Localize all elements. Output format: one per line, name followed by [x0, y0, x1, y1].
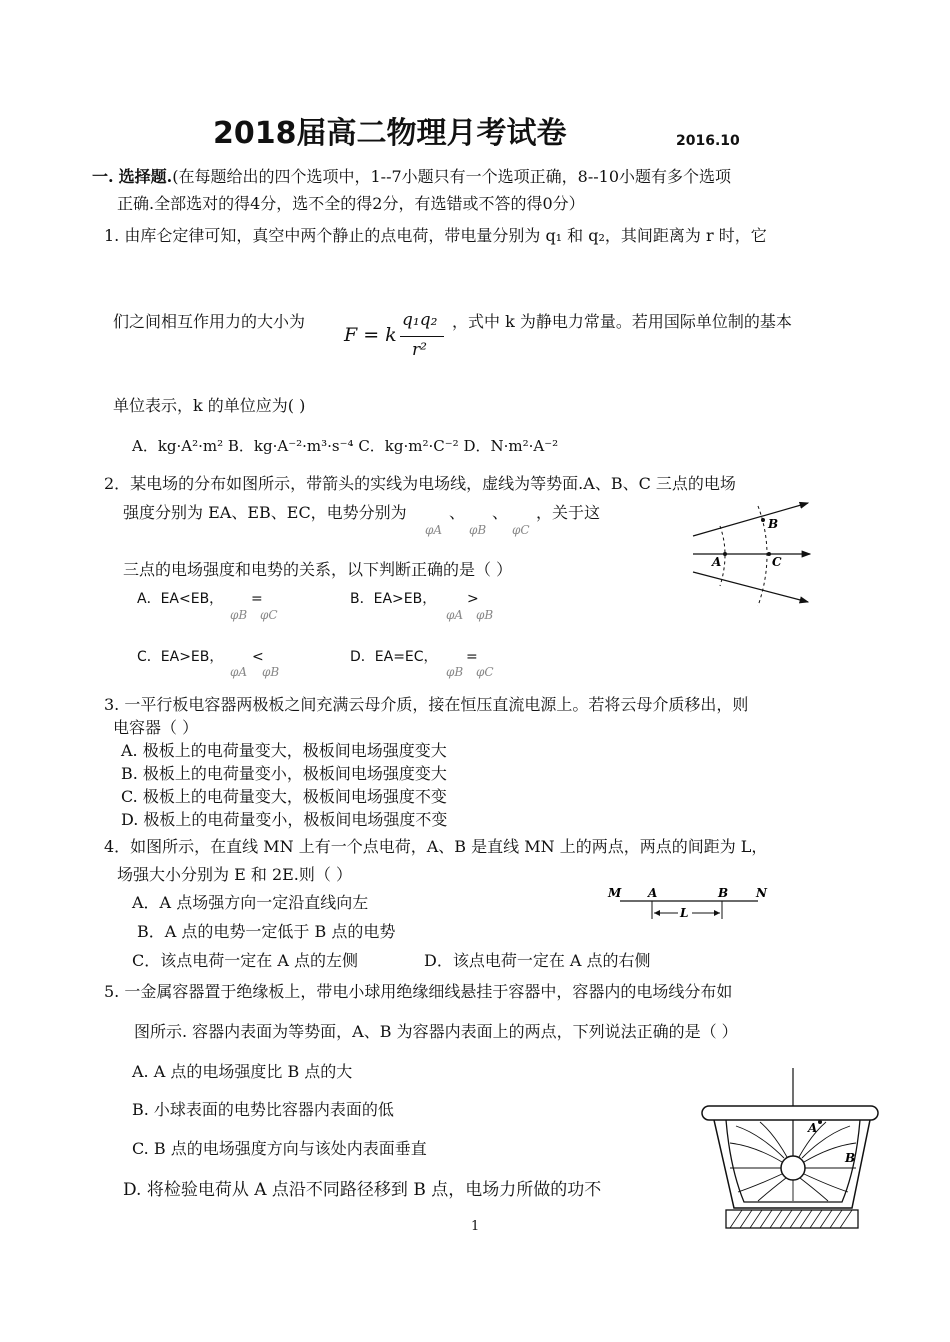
exam-date: 2016.10 [676, 133, 740, 149]
q2-option-a-text: A．EA<EB， [137, 591, 224, 607]
q2-option-b-phi-b: φB [476, 608, 494, 622]
label-m: M [608, 886, 622, 900]
point-b-dot [761, 518, 765, 522]
distance-arrow-right [714, 910, 720, 916]
phi-a: φA [425, 523, 443, 537]
distance-arrow-left [654, 910, 660, 916]
q2-line2-sep2: 、 [492, 503, 509, 522]
section-heading [92, 167, 731, 187]
q2-option-c [137, 647, 223, 667]
label-a: A [648, 886, 658, 900]
metal-container-figure [700, 1068, 880, 1238]
label-c: C [772, 555, 782, 569]
section-name: 选择题. [118, 167, 173, 186]
q3-option-a: A. 极板上的电荷量变大，极板间电场强度变大 [121, 741, 447, 760]
q3-option-b: B. 极板上的电荷量变小，极板间电场强度变大 [121, 764, 447, 783]
q5-line2: 图所示. 容器内表面为等势面，A、B 为容器内表面上的两点，下列说法正确的是（ ） [134, 1022, 738, 1041]
title-text: 2018届高二物理月考试卷 [213, 116, 567, 151]
electric-field-figure [690, 498, 820, 608]
q2-option-d-text: D．EA=EC， [350, 649, 438, 665]
q2-option-a [137, 589, 223, 609]
q2-option-b [350, 589, 436, 609]
field-line-top [693, 503, 808, 536]
q4-option-a: A．A 点场强方向一定沿直线向左 [132, 893, 369, 912]
point-a-dot [723, 552, 727, 556]
point-c-dot [767, 552, 771, 556]
q2-line3: 三点的电场强度和电势的关系，以下判断正确的是（ ） [123, 560, 513, 579]
q2-line2-text: 强度分别为 EA、EB、EC，电势分别为 [123, 503, 407, 522]
q2-line2-sep1: 、 [449, 503, 466, 522]
q1-line2-post: ，式中 k 为静电力常量。若用国际单位制的基本 [452, 312, 792, 331]
label-b: B [768, 517, 779, 531]
q4-option-d: D．该点电荷一定在 A 点的右侧 [424, 951, 651, 970]
point-a-dot [818, 1120, 822, 1124]
page-number: 1 [471, 1219, 480, 1234]
q5-line1: 5. 一金属容器置于绝缘板上，带电小球用绝缘细线悬挂于容器中，容器内的电场线分布如 [104, 982, 733, 1001]
q2-option-a-rel: = [251, 591, 263, 607]
q2-option-d [350, 647, 438, 667]
q2-option-c-phi-a: φA [230, 665, 248, 679]
q2-option-d-rel: = [466, 649, 478, 665]
q1-options: A．kg·A²·m² B．kg·A⁻²·m³·s⁻⁴ C．kg·m²·C⁻² D．N·m²·A⁻² [132, 437, 559, 455]
label-a: A [808, 1121, 818, 1135]
label-b: B [718, 886, 729, 900]
section-instructions-2: 正确.全部选对的得4分，选不全的得2分，有选错或不答的得0分） [117, 194, 585, 213]
q1-line2-pre: 们之间相互作用力的大小为 [113, 312, 306, 331]
formula-numerator: q₁q₂ [402, 310, 438, 330]
q1-line3: 单位表示，k 的单位应为( ) [113, 396, 306, 415]
q3-line1: 3. 一平行板电容器两极板之间充满云母介质，接在恒压直流电源上。若将云母介质移出，则 [104, 695, 749, 714]
q2-option-b-text: B．EA>EB， [350, 591, 437, 607]
section-instructions-1: (在每题给出的四个选项中，1--7小题只有一个选项正确，8--10小题有多个选项 [172, 167, 732, 186]
q2-line2-end: ，关于这 [536, 503, 601, 522]
q5-option-d: D. 将检验电荷从 A 点沿不同路径移到 B 点，电场力所做的功不 [123, 1180, 602, 1200]
q2-line2 [123, 503, 407, 523]
q4-option-b: B．A 点的电势一定低于 B 点的电势 [137, 922, 396, 941]
q1-line1: 1. 由库仑定律可知，真空中两个静止的点电荷，带电量分别为 q₁ 和 q₂，其间距离为 r 时，它 [104, 226, 767, 245]
formula-denominator: r² [412, 340, 427, 360]
q3-option-c: C. 极板上的电荷量变大，极板间电场强度不变 [121, 787, 447, 806]
charged-ball [781, 1156, 805, 1180]
q2-option-c-phi-b: φB [262, 665, 280, 679]
q5-option-c: C. B 点的电场强度方向与该处内表面垂直 [132, 1139, 427, 1158]
label-l: L [680, 906, 689, 920]
container-rim [702, 1106, 878, 1120]
q2-option-d-phi-b: φB [446, 665, 464, 679]
q2-option-a-phi-b: φB [230, 608, 248, 622]
q4-line2: 场强大小分别为 E 和 2E.则（ ） [117, 865, 352, 884]
formula-fraction-bar [400, 336, 444, 337]
field-line-bottom [693, 572, 808, 602]
section-number: 一. [92, 167, 114, 186]
q2-option-b-phi-a: φA [446, 608, 464, 622]
phi-c: φC [512, 523, 530, 537]
line-mn-figure [608, 883, 768, 923]
q2-option-a-phi-c: φC [260, 608, 278, 622]
q2-option-c-rel: < [252, 649, 264, 665]
label-a: A [712, 555, 722, 569]
q5-option-a: A. A 点的电场强度比 B 点的大 [132, 1062, 353, 1081]
q3-option-d: D. 极板上的电荷量变小，极板间电场强度不变 [121, 810, 448, 829]
q2-option-d-phi-c: φC [476, 665, 494, 679]
phi-b: φB [469, 523, 487, 537]
q5-option-b: B. 小球表面的电势比容器内表面的低 [132, 1100, 394, 1119]
coulomb-formula [344, 302, 454, 362]
q2-option-b-rel: > [467, 591, 479, 607]
page-title [213, 116, 567, 152]
label-b: B [845, 1151, 856, 1165]
q2-option-c-text: C．EA>EB， [137, 649, 224, 665]
formula-lhs: F = k [344, 324, 397, 346]
q2-line1: 2．某电场的分布如图所示，带箭头的实线为电场线，虚线为等势面.A、B、C 三点的电场 [104, 474, 736, 493]
q4-option-c: C．该点电荷一定在 A 点的左侧 [132, 951, 358, 970]
q3-line2: 电容器（ ） [113, 718, 199, 737]
q4-line1: 4．如图所示，在直线 MN 上有一个点电荷，A、B 是直线 MN 上的两点，两点的间距为 L， [104, 837, 768, 856]
label-n: N [756, 886, 767, 900]
